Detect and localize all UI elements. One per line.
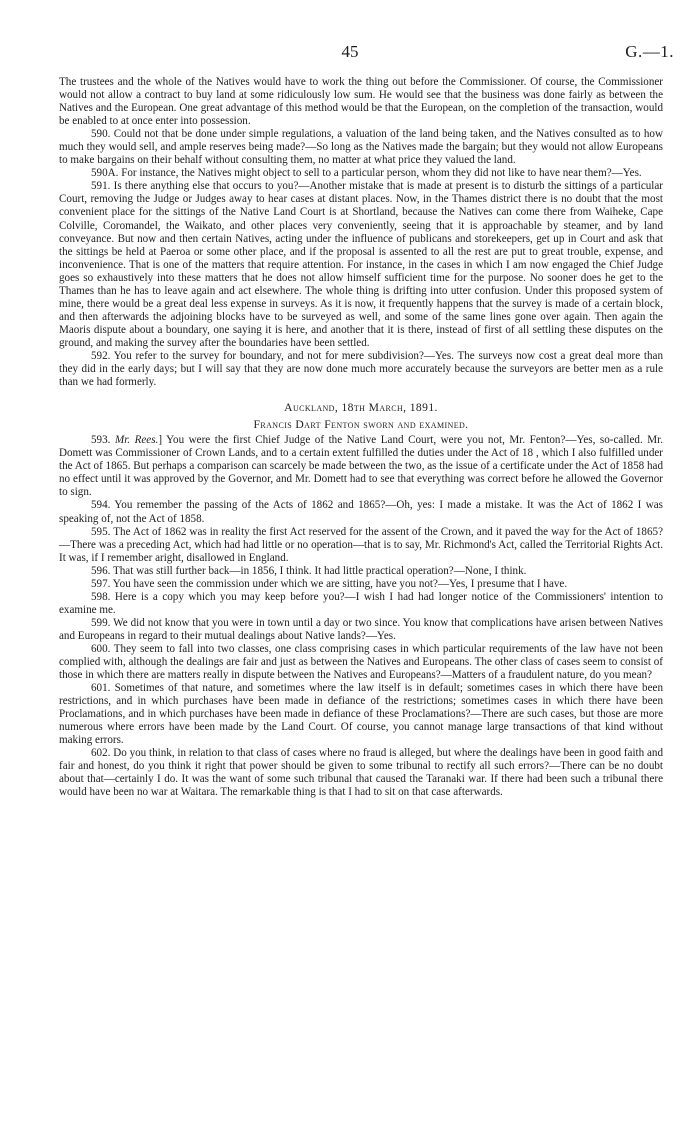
question-number: 593. bbox=[91, 434, 111, 447]
document-reference: G.—1. bbox=[625, 42, 674, 61]
date-heading: Auckland, 18th March, 1891. bbox=[284, 401, 438, 415]
paragraph-593 bbox=[59, 434, 663, 499]
paragraph-593-text: ] You were the first Chief Judge of the Native Land Court, were you not, Mr. Fenton?—Yes, so-called. Mr. Domett was Commissioner of Crown Lands, and to a certain extent fulfilled the duties under the Act of 18 , which I also fulfilled under the Act of 1865. But perhaps a comparison can scarcely be made between the two, as the issue of a certificate under the Act of 1858 had no effect until it was approved by the Governor, and Mr. Domett had to see that everything was correct before he allowed the Governor to sign. bbox=[59, 434, 663, 499]
paragraph-590a: 590A. For instance, the Natives might object to sell to a particular person, whom they did not like to have near them?—Yes. bbox=[91, 167, 642, 180]
paragraph-602: 602. Do you think, in relation to that class of cases where no fraud is alleged, but where the dealings have been in good faith and fair and honest, do you think it right that power should be given to some tribunal to rectify all such errors?—There can be no doubt about that—certainly I do. It was the want of some such tribunal that caused the Taranaki war. If there had been such a tribunal there would have been no war at Waitara. The remarkable thing is that I had to sit on that case afterwards. bbox=[59, 747, 663, 799]
paragraph-601: 601. Sometimes of that nature, and sometimes where the law itself is in default; sometimes cases in which there have been restrictions, and in which purchases have been made in defiance of the restrictions; sometimes cases in which there have been Proclamations, and in which purchases have been made in defiance of these Proclamations?—There are such cases, but those are more numerous where errors have been made by the Land Court. Of course, you cannot manage large transactions of that kind without making errors. bbox=[59, 682, 663, 747]
paragraph-595: 595. The Act of 1862 was in reality the first Act reserved for the assent of the Crown, and it paved the way for the Act of 1865?—There was a preceding Act, which had had little or no operation—that is to say, Mr. Richmond's Act, called the Territorial Rights Act. It was, if I remember aright, disallowed in England. bbox=[59, 525, 663, 564]
paragraph-598: 598. Here is a copy which you may keep before you?—I wish I had had longer notice of the Commissioners' intention to examine me. bbox=[59, 590, 663, 616]
examiner-name: Mr. Rees. bbox=[114, 434, 159, 447]
paragraph-594: 594. You remember the passing of the Acts of 1862 and 1865?—Oh, yes: I made a mistake. It was the Act of 1862 I was speaking of, not the Act of 1858. bbox=[59, 499, 663, 525]
paragraph-597: 597. You have seen the commission under which we are sitting, have you not?—Yes, I presume that I have. bbox=[91, 577, 568, 590]
paragraph-599: 599. We did not know that you were in town until a day or two since. You know that complications have arisen between Natives and Europeans in regard to their mutual dealings about Native lands?—Yes. bbox=[59, 616, 663, 642]
paragraph-596: 596. That was still further back—in 1856, I think. It had little practical operation?—None, I think. bbox=[91, 564, 527, 577]
paragraph-592: 592. You refer to the survey for boundary, and not for mere subdivision?—Yes. The surveys now cost a great deal more than they did in the early days; but I will say that they are now done much more accurately because the surveyors are better men as a rule than we had formerly. bbox=[59, 349, 663, 389]
witness-heading: Francis Dart Fenton sworn and examined. bbox=[253, 418, 469, 432]
paragraph-590: 590. Could not that be done under simple regulations, a valuation of the land being taken, and the Natives consulted as to how much they would sell, and ample reserves being made?—So long as the Natives made the bargain; but they would not allow Europeans to make bargains on their behalf without consulting them, no matter at what price they valued the land. bbox=[59, 128, 663, 167]
paragraph-591: 591. Is there anything else that occurs to you?—Another mistake that is made at present is to disturb the sittings of a particular Court, removing the Judge or Judges away to hear cases at distant places. Now, in the Thames district there is no doubt that the most convenient place for the sittings of the Native Land Court is at Shortland, because the Natives can come there from Waiheke, Cape Colville, Coromandel, the Waikato, and other places very conveniently, seeing that it is approachable by steamer, and by land conveyance. But now and then certain Natives, acting under the influence of publicans and storekeepers, get up in Court and ask that the sittings be held at Paeroa or some other place, and if the proposal is assented to all the rest are put to great trouble, expense, and inconvenience. That is one of the matters that require attention. For instance, in the cases in which I am now engaged the Chief Judge goes so exhaustively into these matters that he does not allow himself sufficient time for the purpose. No sooner does he get to the Thames than he has to leave again and act elsewhere. The whole thing is drifting into utter confusion. Under this proposed system of mine, there would be a great deal less expense in surveys. As it is now, it frequently happens that the survey is made of a certain block, and then afterwards the adjoining blocks have to be surveyed as well, and some of the same lines gone over again. Then again the Maoris dispute about a boundary, one saying it is here, and another that it is there, instead of first of all settling these disputes on the ground, and making the survey after the boundaries have been settled. bbox=[59, 180, 663, 349]
paragraph-continuation: The trustees and the whole of the Natives would have to work the thing out before the Commissioner. Of course, the Commissioner would not allow a contract to buy land at some ridiculously low sum. He would see that the business was done fairly as between the Natives and the European. One great advantage of this method would be that the European, on the completion of the transaction, would be enabled to at once enter into possession. bbox=[59, 76, 663, 128]
page-number: 45 bbox=[341, 42, 359, 61]
page-body bbox=[59, 76, 663, 800]
page-header bbox=[0, 42, 700, 66]
paragraph-600: 600. They seem to fall into two classes, one class comprising cases in which particular requirements of the law have not been complied with, although the dealings are fair and just as between the Natives and Europeans. The other class of cases seem to consist of those in which there are matters really in dispute between the Natives and Europeans?—Matters of a fraudulent nature, do you mean? bbox=[59, 642, 663, 682]
